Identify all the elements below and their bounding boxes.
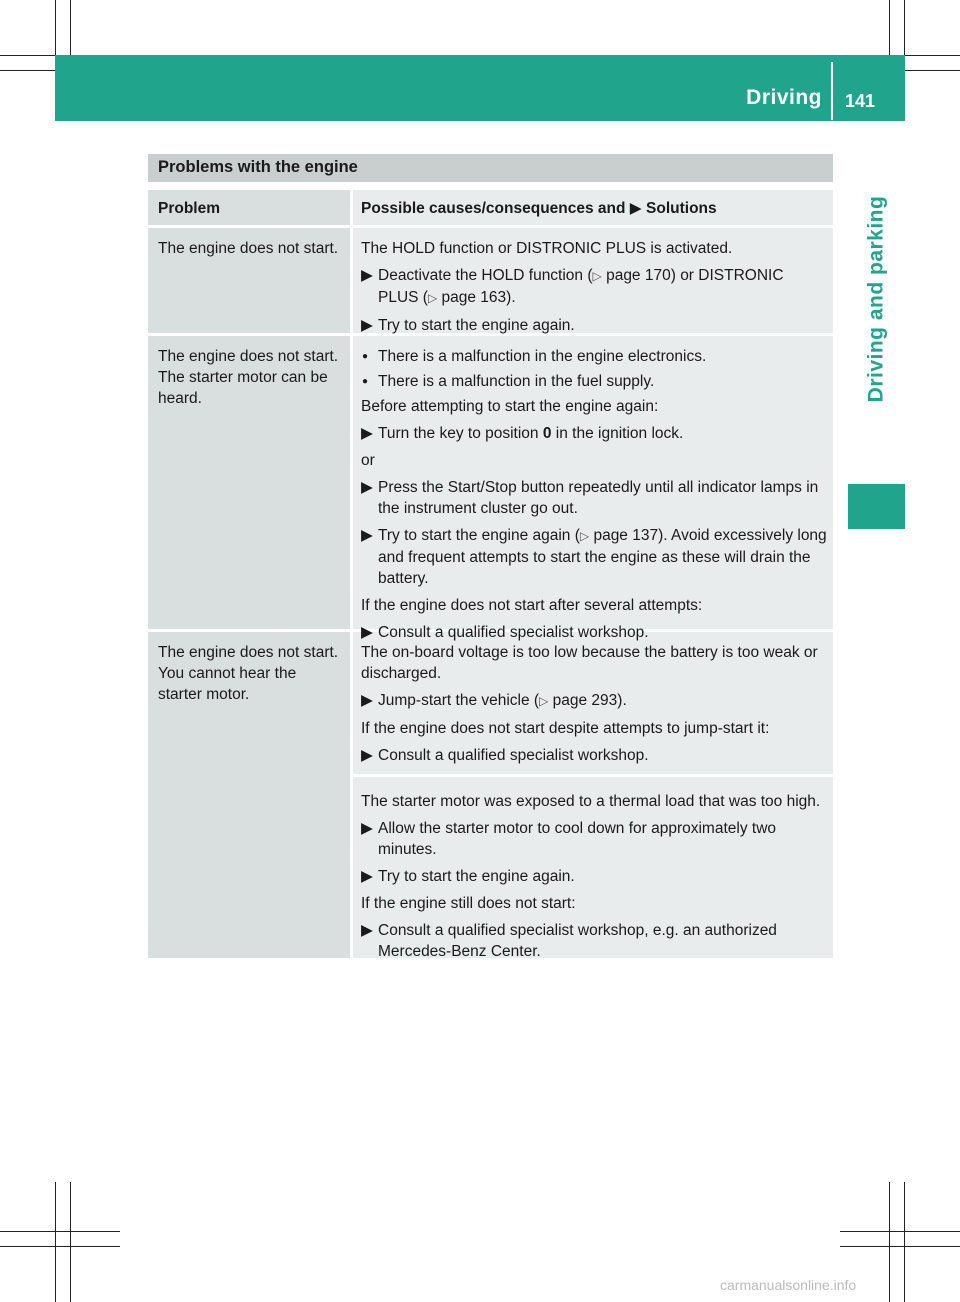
crop-mark — [889, 1182, 890, 1302]
page-ref-icon: ▷ — [427, 291, 438, 305]
action-step: ▶ Press the Start/Stop button repeatedly until all indicator lamps in the instrument cluster go out. — [361, 479, 819, 517]
step-arrow-icon: ▶ — [361, 425, 373, 442]
table-row — [148, 336, 833, 641]
column-header-solutions: Possible causes/consequences and ▶ Solutions — [353, 190, 833, 225]
step-arrow-icon: ▶ — [361, 820, 373, 837]
key-position: 0 — [542, 425, 552, 442]
page-ref-icon: ▷ — [579, 529, 590, 543]
troubleshooting-table — [148, 190, 833, 958]
table-title-bar — [148, 154, 833, 182]
header-divider — [831, 62, 833, 120]
cause-text: The on-board voltage is too low because the battery is too weak or discharged. — [361, 644, 818, 682]
table-title: Problems with the engine — [158, 158, 358, 176]
action-step: ▶ Consult a qualified specialist workshop. — [361, 747, 649, 764]
step-arrow-icon: ▶ — [361, 922, 373, 939]
bullet-icon: ● — [362, 376, 369, 387]
instruction-text: If the engine still does not start: — [361, 895, 576, 912]
action-step: ▶ Consult a qualified specialist workshop, e.g. an authorized Mercedes-Benz Center. — [361, 922, 777, 960]
step-arrow-icon: ▶ — [361, 527, 373, 544]
watermark-text: carmanualsonline.info — [720, 1277, 857, 1293]
crop-mark — [55, 1182, 56, 1302]
table-header-row — [148, 190, 833, 228]
solution-subsection — [353, 774, 833, 962]
action-step: ▶ Turn the key to position 0 in the ignition lock. — [361, 425, 684, 442]
crop-mark — [840, 1246, 960, 1247]
solution-cell — [353, 632, 833, 958]
chapter-tab-label: Driving and parking — [864, 195, 888, 402]
instruction-text: If the engine does not start despite attempts to jump-start it: — [361, 720, 770, 737]
page-ref-icon: ▷ — [539, 694, 549, 708]
page-ref-icon: ▷ — [592, 269, 602, 283]
crop-mark — [840, 1231, 960, 1232]
bullet-icon: ● — [362, 351, 369, 362]
table-row — [148, 632, 833, 958]
cause-text: The HOLD function or DISTRONIC PLUS is activated. — [361, 240, 733, 257]
instruction-text: If the engine does not start after several attempts: — [361, 597, 703, 614]
solution-cell — [353, 336, 833, 641]
table-row — [148, 228, 833, 336]
or-text: or — [361, 452, 375, 469]
crop-mark — [0, 1231, 120, 1232]
step-arrow-icon: ▶ — [361, 267, 373, 284]
problem-cell: The engine does not start. The starter motor can be heard. — [148, 336, 353, 629]
page-number: 141 — [845, 91, 876, 111]
instruction-text: Before attempting to start the engine again: — [361, 398, 659, 415]
column-header-problem: Problem — [148, 190, 353, 225]
crop-mark — [0, 1246, 120, 1247]
step-arrow-icon: ▶ — [361, 479, 373, 496]
solution-cell — [353, 228, 833, 333]
problem-cell: The engine does not start. You cannot hear the starter motor. — [148, 632, 353, 958]
problem-cell: The engine does not start. — [148, 228, 353, 333]
step-arrow-icon: ▶ — [361, 747, 373, 764]
step-arrow-icon: ▶ — [361, 692, 373, 709]
action-step: ▶ Try to start the engine again (▷ page 137). Avoid excessively long and frequent attempts to start the engine as these will drain the battery. — [361, 527, 827, 587]
chapter-tab-marker — [848, 484, 905, 529]
action-step: ▶ Consult a qualified specialist workshop. — [361, 624, 649, 641]
cause-bullet: ● There is a malfunction in the engine electronics. — [362, 348, 707, 365]
cause-bullet: ● There is a malfunction in the fuel supply. — [362, 373, 655, 390]
action-step: ▶ Jump-start the vehicle (▷ page 293). — [361, 692, 627, 709]
step-arrow-icon: ▶ — [361, 317, 373, 334]
action-step: ▶ Try to start the engine again. — [361, 868, 575, 885]
step-arrow-icon: ▶ — [361, 624, 373, 641]
step-arrow-icon: ▶ — [361, 868, 373, 885]
chapter-tab — [848, 121, 905, 476]
action-step: ▶ Deactivate the HOLD function (▷ page 170) or DISTRONIC PLUS (▷ page 163). — [361, 267, 784, 306]
cause-text: The starter motor was exposed to a thermal load that was too high. — [361, 793, 821, 810]
action-step: ▶ Allow the starter motor to cool down for approximately two minutes. — [361, 820, 777, 858]
section-title: Driving — [746, 86, 822, 109]
crop-mark — [904, 1182, 905, 1302]
arrow-icon: ▶ — [629, 200, 642, 217]
crop-mark — [70, 1182, 71, 1302]
action-step: ▶ Try to start the engine again. — [361, 317, 575, 334]
